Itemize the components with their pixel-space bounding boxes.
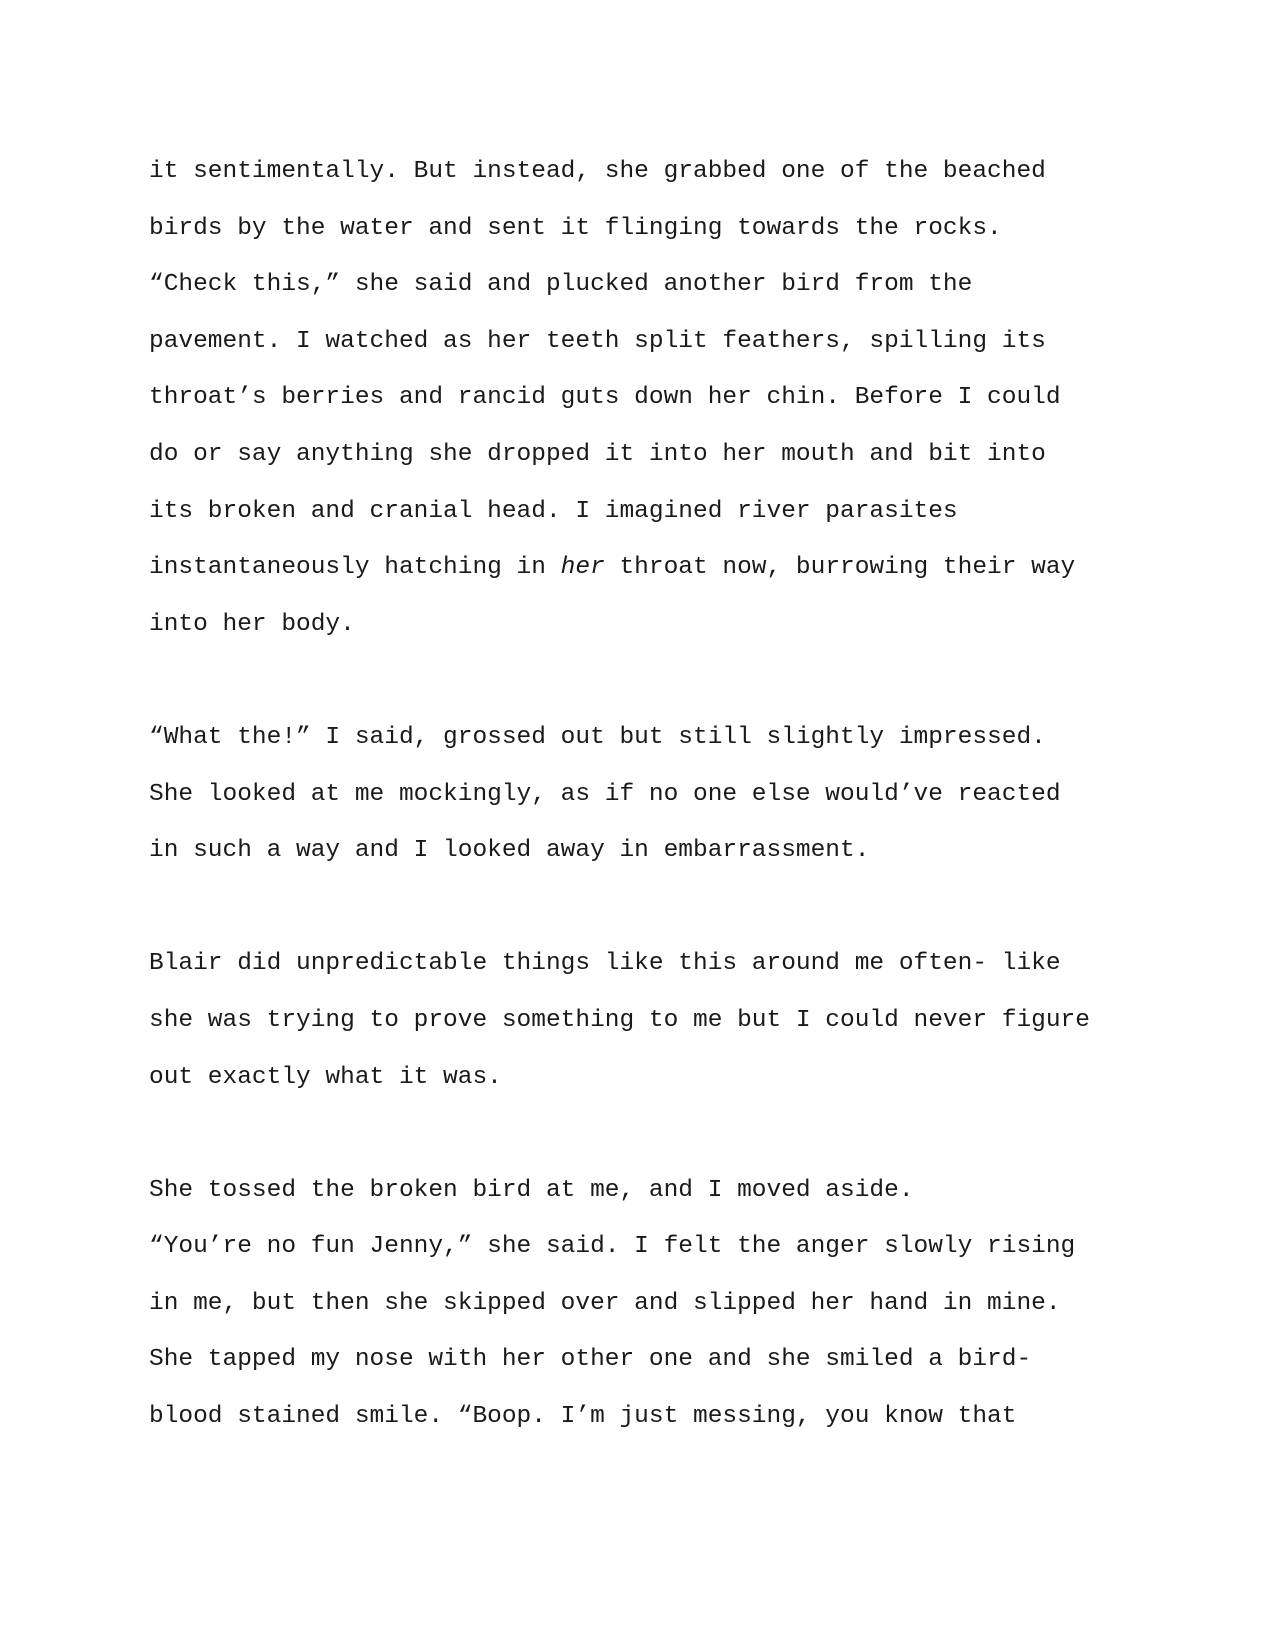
text-line: pavement. I watched as her teeth split feathers, spilling its <box>149 327 1046 355</box>
text-line-with-emphasis <box>149 540 1149 597</box>
paragraph-break <box>149 653 1149 710</box>
text-line: in me, but then she skipped over and slipped her hand in mine. <box>149 1289 1061 1317</box>
body-text <box>149 144 1149 1446</box>
text-line: “What the!” I said, grossed out but still slightly impressed. <box>149 723 1046 751</box>
text-line: do or say anything she dropped it into her mouth and bit into <box>149 440 1046 468</box>
text-line: out exactly what it was. <box>149 1063 502 1091</box>
paragraph-break <box>149 880 1149 937</box>
emphasized-word: her <box>560 554 605 582</box>
text-line: she was trying to prove something to me but I could never figure <box>149 1006 1090 1034</box>
text-line: it sentimentally. But instead, she grabbed one of the beached <box>149 158 1046 185</box>
paragraph-break <box>149 1106 1149 1163</box>
text-line: She tapped my nose with her other one and she smiled a bird- <box>149 1346 1032 1374</box>
text-line: blood stained smile. “Boop. I’m just messing, you know that <box>149 1403 1017 1431</box>
text-line: in such a way and I looked away in embarrassment. <box>149 837 870 865</box>
text-line: into her body. <box>149 610 355 638</box>
text-line: She looked at me mockingly, as if no one else would’ve reacted <box>149 780 1061 808</box>
text-line: throat’s berries and rancid guts down her chin. Before I could <box>149 384 1061 412</box>
text-line: “You’re no fun Jenny,” she said. I felt the anger slowly rising <box>149 1233 1076 1261</box>
text-line: “Check this,” she said and plucked another bird from the <box>149 271 973 299</box>
text-line: She tossed the broken bird at me, and I moved aside. <box>149 1176 914 1204</box>
text-segment: throat now, burrowing their way <box>604 554 1076 582</box>
text-line: Blair did unpredictable things like this around me often- like <box>149 950 1061 978</box>
text-line: its broken and cranial head. I imagined river parasites <box>149 497 958 525</box>
text-line: birds by the water and sent it flinging towards the rocks. <box>149 214 1002 242</box>
text-segment: instantaneously hatching in <box>149 554 561 582</box>
